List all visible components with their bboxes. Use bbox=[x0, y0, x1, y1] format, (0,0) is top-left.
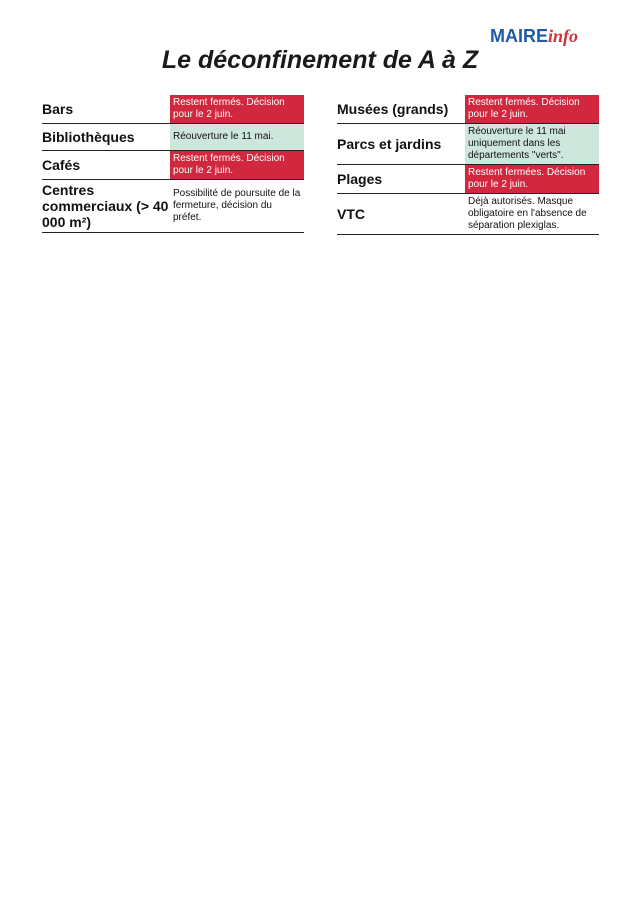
row-label: Cafés bbox=[42, 157, 81, 173]
row-label: Centres commerciaux (> 40 000 m²) bbox=[42, 182, 169, 230]
table-row bbox=[337, 95, 599, 124]
table-row bbox=[337, 194, 599, 235]
status-cell: Restent fermées. Décision pour le 2 juin. bbox=[465, 165, 599, 193]
status-cell: Réouverture le 11 mai. bbox=[170, 124, 304, 150]
status-cell: Possibilité de poursuite de la fermeture, décision du préfet. bbox=[170, 180, 304, 232]
status-cell: Restent fermés. Décision pour le 2 juin. bbox=[465, 95, 599, 123]
row-label: Plages bbox=[337, 171, 383, 187]
row-label: Bars bbox=[42, 101, 74, 117]
row-label: Musées (grands) bbox=[337, 101, 449, 117]
row-label: Bibliothèques bbox=[42, 129, 135, 145]
status-cell: Déjà autorisés. Masque obligatoire en l'absence de séparation plexiglas. bbox=[465, 194, 599, 234]
status-cell: Réouverture le 11 mai uniquement dans les départements "verts". bbox=[465, 124, 599, 164]
row-label: Parcs et jardins bbox=[337, 136, 442, 152]
table-row bbox=[337, 124, 599, 165]
table-row bbox=[42, 95, 304, 124]
right-column bbox=[337, 95, 599, 235]
left-column bbox=[42, 95, 304, 233]
table-row bbox=[42, 151, 304, 180]
table-row bbox=[337, 165, 599, 194]
table-row bbox=[42, 124, 304, 151]
status-cell: Restent fermés. Décision pour le 2 juin. bbox=[170, 95, 304, 123]
page-title: Le déconfinement de A à Z bbox=[161, 46, 479, 74]
maire-info-logo: MAIREinfo bbox=[490, 26, 579, 46]
row-label: VTC bbox=[337, 206, 365, 222]
table-row bbox=[42, 180, 304, 233]
status-cell: Restent fermés. Décision pour le 2 juin. bbox=[170, 151, 304, 179]
